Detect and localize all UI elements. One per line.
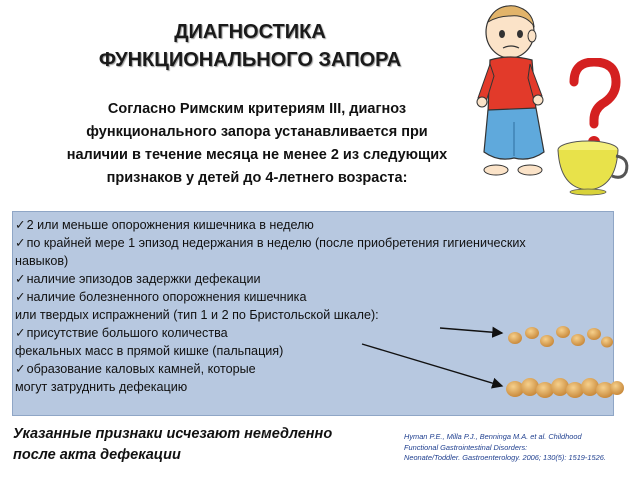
conclusion-note xyxy=(13,424,393,466)
checkmark-icon: ✓ xyxy=(15,236,26,250)
criteria-item-continuation: фекальных масс в прямой кишке (пальпация) xyxy=(15,344,284,358)
intro-line-4: признаков у детей до 4-летнего возраста: xyxy=(106,170,408,186)
intro-line-1: Согласно Римским критериям III, диагноз xyxy=(107,101,407,117)
stool-lumps-icon xyxy=(505,372,625,406)
conclusion-line-2: после акта дефекации xyxy=(13,447,181,463)
criteria-item: ✓образование каловых камней, которые xyxy=(15,362,256,376)
criteria-item-continuation: или твердых испражнений (тип 1 и 2 по Бристольской шкале): xyxy=(15,308,379,322)
reference-line-2: Functional Gastrointestinal Disorders: xyxy=(404,442,528,452)
reference-line-1: Hyman P.E., Milla P.J., Benninga M.A. et al. Childhood xyxy=(404,432,582,441)
criteria-item-continuation: могут затруднить дефекацию xyxy=(15,380,188,394)
title-line-1: ДИАГНОСТИКА xyxy=(174,21,326,43)
reference-citation xyxy=(404,432,624,464)
arrow-to-lumps xyxy=(362,344,502,386)
checkmark-icon: ✓ xyxy=(15,326,26,340)
title-line-2: ФУНКЦИОНАЛЬНОГО ЗАПОРА xyxy=(98,49,402,71)
hard-stool-pellets-icon xyxy=(505,320,615,356)
criteria-item: ✓присутствие большого количества xyxy=(15,326,228,340)
checkmark-icon: ✓ xyxy=(15,272,26,286)
arrow-to-pellets xyxy=(440,328,502,333)
checkmark-icon: ✓ xyxy=(15,290,26,304)
criteria-item: ✓по крайней мере 1 эпизод недержания в неделю (после приобретения гигиенических xyxy=(15,236,526,250)
reference-line-3: Neonate/Toddler. Gastroenterology. 2006; 130(5): 1519-1526. xyxy=(404,453,606,462)
intro-line-3: наличии в течение месяца не менее 2 из следующих xyxy=(66,147,448,163)
criteria-item: ✓наличие эпизодов задержки дефекации xyxy=(15,272,261,286)
checkmark-icon: ✓ xyxy=(15,218,26,232)
intro-line-2: функционального запора устанавливается при xyxy=(86,124,428,140)
criteria-item-continuation: навыков) xyxy=(15,254,69,268)
criteria-item: ✓2 или меньше опорожнения кишечника в неделю xyxy=(15,218,314,232)
conclusion-line-1: Указанные признаки исчезают немедленно xyxy=(13,426,333,442)
checkmark-icon: ✓ xyxy=(15,362,26,376)
criteria-item: ✓наличие болезненного опорожнения кишечника xyxy=(15,290,307,304)
